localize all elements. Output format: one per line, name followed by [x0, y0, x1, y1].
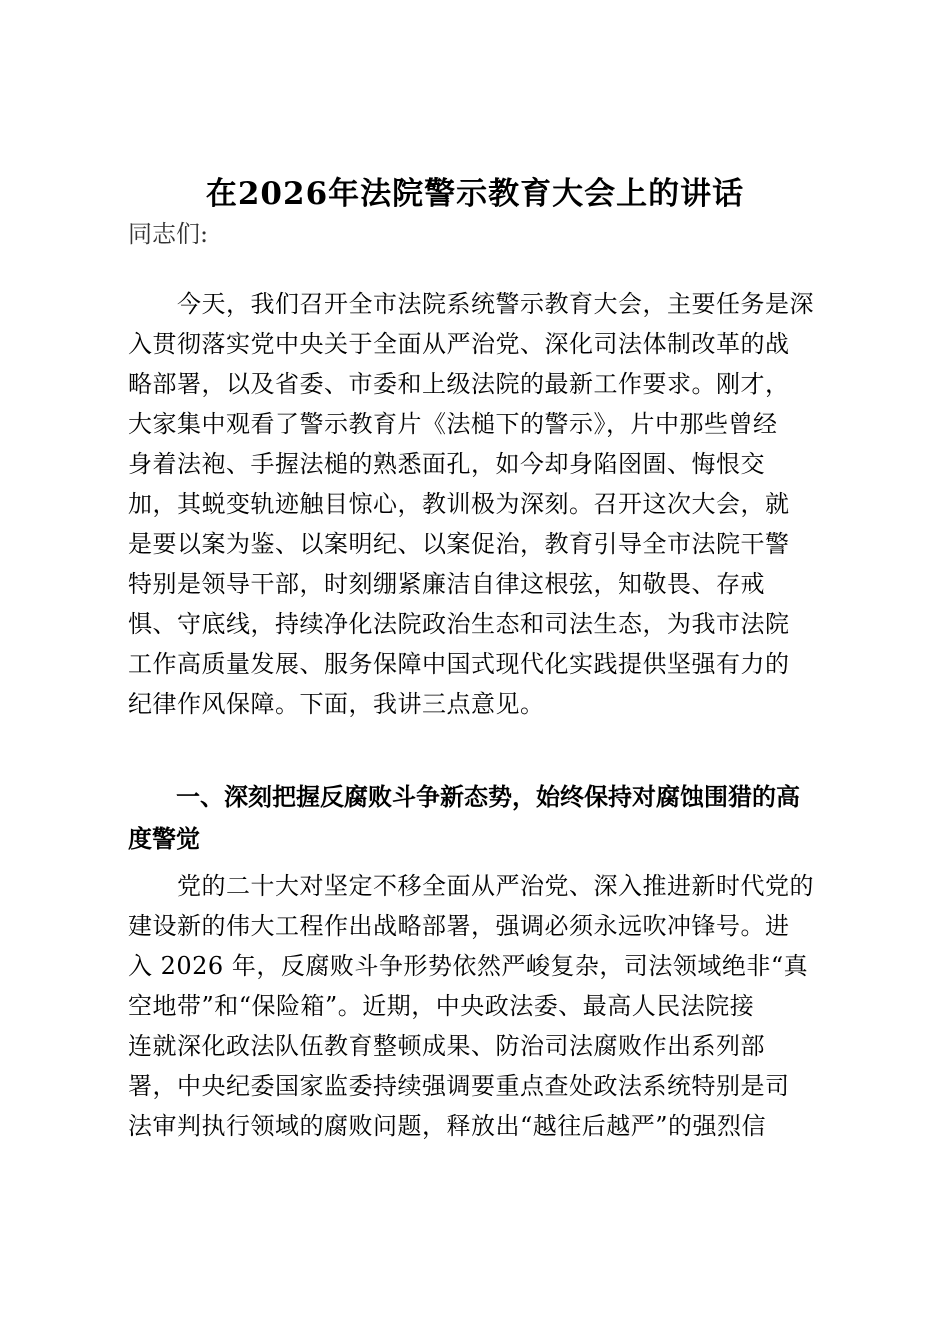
paragraph-line: 法审判执行领域的腐败问题，释放出“越往后越严”的强烈信 — [128, 1112, 767, 1140]
paragraph-line: 惧、守底线，持续净化法院政治生态和司法生态，为我市法院 — [128, 610, 790, 638]
paragraph-1 — [128, 284, 830, 724]
paragraph-line: 入 2026 年，反腐败斗争形势依然严峻复杂，司法领域绝非“真 — [128, 952, 809, 980]
paragraph-line: 建设新的伟大工程作出战略部署，强调必须永远吹冲锋号。进 — [128, 912, 790, 940]
heading-line: 度警觉 — [128, 824, 200, 853]
paragraph-line: 身着法袍、手握法槌的熟悉面孔，如今却身陷囹圄、悔恨交 — [128, 450, 765, 478]
document-title: 在2026年法院警示教育大会上的讲话 — [205, 176, 745, 212]
greeting: 同志们: — [128, 220, 209, 248]
paragraph-line: 加，其蜕变轨迹触目惊心，教训极为深刻。召开这次大会，就 — [128, 490, 790, 518]
paragraph-line: 空地带”和“保险箱”。近期，中央政法委、最高人民法院接 — [128, 992, 755, 1020]
paragraph-line: 入贯彻落实党中央关于全面从严治党、深化司法体制改革的战 — [128, 330, 790, 358]
paragraph-line: 纪律作风保障。下面，我讲三点意见。 — [128, 690, 545, 718]
heading-line: 一、深刻把握反腐败斗争新态势，始终保持对腐蚀围猎的高 — [128, 782, 800, 811]
paragraph-2 — [128, 866, 830, 1146]
paragraph-line: 连就深化政法队伍教育整顿成果、防治司法腐败作出系列部 — [128, 1032, 765, 1060]
paragraph-line: 略部署，以及省委、市委和上级法院的最新工作要求。刚才， — [128, 370, 790, 398]
paragraph-line: 署，中央纪委国家监委持续强调要重点查处政法系统特别是司 — [128, 1072, 790, 1100]
paragraph-line: 是要以案为鉴、以案明纪、以案促治，教育引导全市法院干警 — [128, 530, 790, 558]
paragraph-line: 特别是领导干部，时刻绷紧廉洁自律这根弦，知敬畏、存戒 — [128, 570, 765, 598]
paragraph-line: 党的二十大对坚定不移全面从严治党、深入推进新时代党的 — [128, 872, 814, 900]
paragraph-line: 工作高质量发展、服务保障中国式现代化实践提供坚强有力的 — [128, 650, 790, 678]
paragraph-line: 今天，我们召开全市法院系统警示教育大会，主要任务是深 — [128, 290, 814, 318]
paragraph-line: 大家集中观看了警示教育片《法槌下的警示》，片中那些曾经 — [128, 410, 778, 438]
section-heading-1 — [128, 776, 830, 860]
